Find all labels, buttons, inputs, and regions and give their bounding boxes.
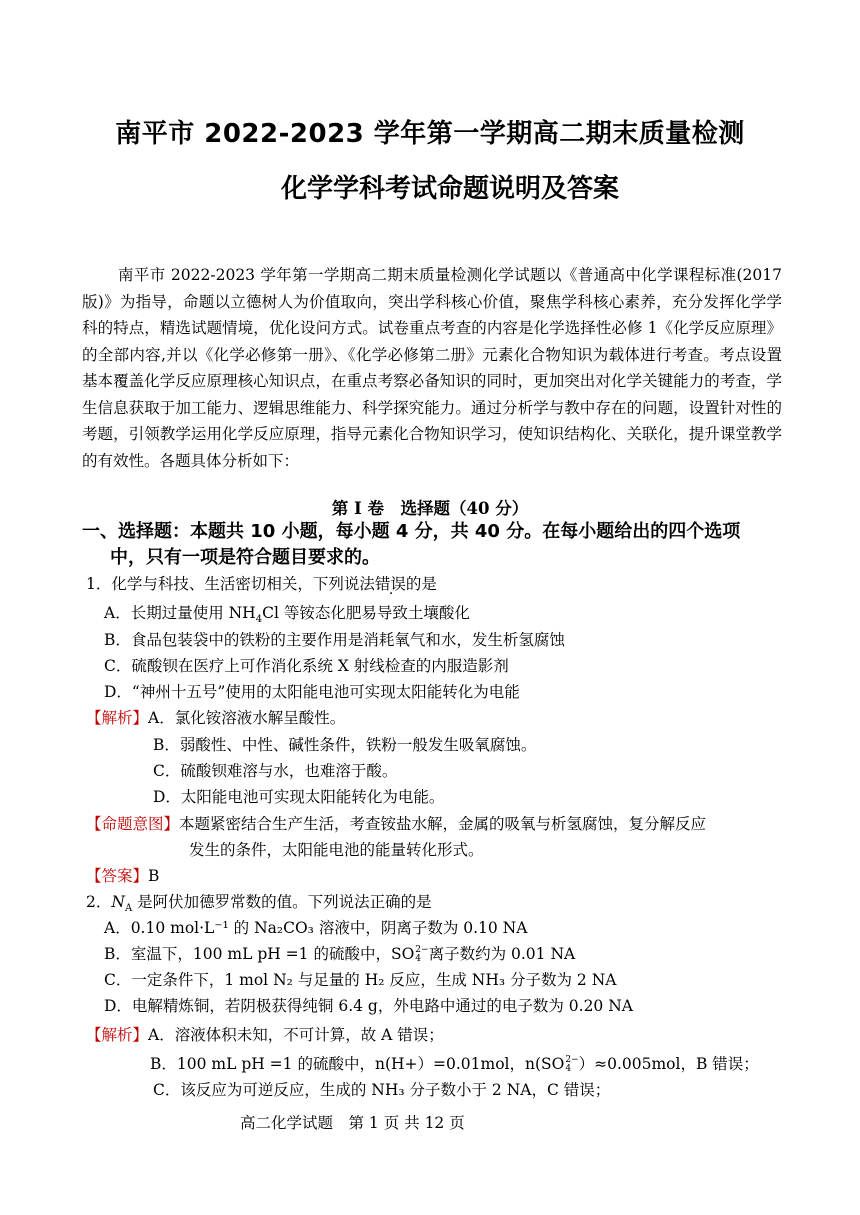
q1-stem-a: 1．化学与科技、生活密切相关，下列说法 (86, 575, 375, 593)
q2-stem-sub: A (124, 903, 133, 915)
q2-stem (86, 891, 432, 920)
q1-stem (86, 573, 437, 595)
volume-title: 第 I 卷 选择题（40 分） (331, 499, 529, 518)
page-footer: 高二化学试题 第 1 页 共 12 页 (240, 1114, 465, 1132)
q1-stem-b: 的是 (405, 575, 437, 593)
q1-analysis-a (86, 707, 345, 729)
q2-stem-rest: 是阿伏加德罗常数的值。下列说法正确的是 (132, 893, 432, 911)
q2-stem-num: 2． (86, 893, 112, 911)
q1-analysis-a-text: A．氯化铵溶液水解呈酸性。 (148, 709, 346, 727)
q1-analysis-c: C．硫酸钡难溶与水，也难溶于酸。 (153, 762, 398, 780)
q1-option-a-sub: 4 (255, 614, 263, 626)
q1-option-d: D．“神州十五号”使用的太阳能电池可实现太阳能转化为电能 (104, 683, 520, 701)
section-title-line-1: 一、选择题：本题共 10 小题，每小题 4 分，共 40 分。在每小题给出的四个选项 (82, 521, 741, 542)
q2-analysis-b (150, 1053, 759, 1075)
q1-intent (86, 813, 706, 835)
q1-stem-emph: 错误 (374, 575, 406, 593)
q1-option-c: C．硫酸钡在医疗上可作消化系统 X 射线检查的内服造影剂 (104, 657, 509, 675)
q1-intent-line-2: 发生的条件，太阳能电池的能量转化形式。 (189, 841, 484, 859)
q1-option-a-text-1: A．长期过量使用 NH (104, 604, 256, 622)
q1-answer (86, 865, 159, 887)
q2-analysis-b-so4-sup: 2− (565, 1055, 579, 1065)
intro-paragraph: 南平市 2022-2023 学年第一学期高二期末质量检测化学试题以《普通高中化学课程标准(2017 版)》为指导，命题以立德树人为价值取向，突出学科核心价值，聚焦学科核心素养，充分发挥化学学科的特点，精选试题情境，优化设问方式。试卷重点考查的内容是化学选择性必修 1《化学反应原理》的全部内容,并以《化学必修第一册》、《化学必修第二册》元素化合物知识为载体进行考查。考点设置基本覆盖化学反应原理核心知识点，在重点考察必备知识的同时，更加突出对化学关键能力的考查，学生信息获取于加工能力、逻辑思维能力、科学探究能力。通过分析学与教中存在的问题，设置针对性的考题，引领教学运用化学反应原理，指导元素化合物知识学习，使知识结构化、关联化，提升课堂教学的有效性。各题具体分析如下： (82, 266, 782, 470)
q2-option-b (104, 943, 575, 965)
q1-analysis-d: D．太阳能电池可实现太阳能转化为电能。 (153, 788, 445, 806)
q1-analysis-b: B．弱酸性、中性、碱性条件，铁粉一般发生吸氧腐蚀。 (153, 736, 537, 754)
q1-analysis-label: 【解析】 (86, 709, 149, 727)
q2-analysis-b-so4-charge (565, 1056, 578, 1074)
q2-option-b-text-1: B．室温下，100 mL pH =1 的硫酸中，SO (104, 945, 415, 963)
section-title (82, 519, 792, 571)
q2-option-b-so4-sup: 2− (415, 945, 429, 955)
q2-analysis-b-so4-sub: 4 (565, 1064, 572, 1074)
q1-intent-label: 【命题意图】 (86, 815, 180, 833)
q2-option-a: A．0.10 mol·L⁻¹ 的 Na₂CO₃ 溶液中，阴离子数为 0.10 NA (104, 919, 528, 937)
title-line-1: 南平市 2022-2023 学年第一学期高二期末质量检测 (115, 119, 745, 149)
q1-option-b: B．食品包装袋中的铁粉的主要作用是消耗氧气和水，发生析氢腐蚀 (104, 631, 565, 649)
q1-intent-text-1: 本题紧密结合生产生活，考查铵盐水解，金属的吸氧与析氢腐蚀，复分解反应 (179, 815, 707, 833)
q2-option-b-so4-charge (415, 946, 428, 964)
q1-answer-value: B (148, 867, 160, 885)
q2-analysis-c: C．该反应为可逆反应，生成的 NH₃ 分子数小于 2 NA，C 错误； (153, 1081, 611, 1099)
q1-option-a-text-2: Cl 等铵态化肥易导致土壤酸化 (262, 604, 470, 622)
q2-option-d: D．电解精炼铜，若阴极获得纯铜 6.4 g，外电路中通过的电子数为 0.20 NA (104, 997, 633, 1015)
title-line-2: 化学学科考试命题说明及答案 (280, 174, 619, 204)
q1-answer-label: 【答案】 (86, 867, 149, 885)
q2-analysis-b-text-1: B．100 mL pH =1 的硫酸中，n(H+）=0.01mol，n(SO (150, 1055, 565, 1073)
q2-analysis-b-text-2: ）≈0.005mol，B 错误； (578, 1055, 759, 1073)
q2-option-c: C．一定条件下，1 mol N₂ 与足量的 H₂ 反应，生成 NH₃ 分子数为 2 NA (104, 971, 617, 989)
section-title-line-2: 中，只有一项是符合题目要求的。 (110, 547, 380, 568)
q2-option-b-text-2: 离子数约为 0.01 NA (428, 945, 576, 963)
q2-analysis-a-text: A．溶液体积未知，不可计算，故 A 错误； (148, 1026, 444, 1044)
q2-stem-n: N (111, 893, 125, 911)
q2-option-b-so4-sub: 4 (415, 954, 422, 964)
q2-analysis-a (86, 1024, 444, 1046)
q1-option-a (104, 602, 470, 631)
q2-analysis-label: 【解析】 (86, 1026, 149, 1044)
